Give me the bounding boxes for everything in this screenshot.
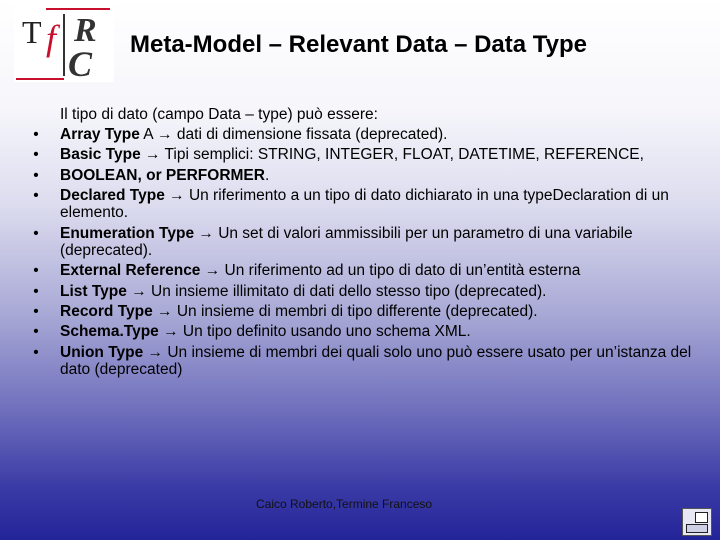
monitor-base-shape: [686, 524, 708, 533]
logo-letter-t: T: [22, 14, 42, 50]
list-item: [30, 262, 700, 280]
list-item: [30, 225, 700, 260]
list-item: [30, 146, 700, 164]
logo-letter-r: R: [74, 12, 97, 49]
item-term: Union Type: [60, 343, 144, 361]
item-text: → Un riferimento ad un tipo di dato di un’entità esterna: [200, 262, 581, 280]
logo-rule-top: [46, 8, 110, 10]
bullet-icon: •: [33, 343, 39, 361]
item-term: External Reference: [60, 262, 201, 280]
bullet-icon: •: [33, 224, 39, 242]
logo-rule-vertical: [63, 14, 65, 76]
item-term: Array Type: [60, 126, 140, 143]
item-text: → Un riferimento a un tipo di dato dichiarato in una typeDeclaration di un elemento.: [60, 186, 669, 222]
item-text: → Un set di valori ammissibili per un parametro di una variabile (deprecated).: [60, 224, 633, 260]
computer-nav-icon[interactable]: [682, 508, 712, 536]
item-text: → Un insieme di membri dei quali solo uno può essere usato per un’istanza del dato (deprecated): [60, 343, 692, 379]
bullet-icon: •: [33, 186, 39, 204]
item-term: Record Type: [60, 303, 153, 321]
list-item: [30, 344, 700, 379]
item-text: → Un tipo definito usando uno schema XML.: [158, 323, 471, 341]
item-text: A → dati di dimensione fissata (deprecated).: [139, 126, 448, 143]
bullet-icon: •: [33, 166, 39, 184]
item-text: .: [264, 166, 270, 184]
bullet-icon: •: [33, 126, 39, 143]
item-text: → Tipi semplici: STRING, INTEGER, FLOAT, DATETIME, REFERENCE,: [140, 146, 644, 164]
bullet-icon: •: [33, 146, 39, 164]
list-item: [30, 167, 700, 185]
bullet-icon: •: [33, 323, 39, 341]
monitor-screen-shape: [695, 512, 708, 523]
item-term: List Type: [60, 282, 127, 300]
item-text: → Un insieme di membri di tipo differente (deprecated).: [152, 303, 538, 321]
list-item: [30, 303, 700, 321]
bullet-icon: •: [33, 282, 39, 300]
list-item: [30, 126, 700, 144]
tfrc-logo: [14, 6, 114, 82]
list-item: [30, 323, 700, 341]
logo-letter-f: f: [46, 18, 57, 58]
bullet-icon: •: [33, 262, 39, 280]
item-term: Schema.Type: [60, 323, 159, 341]
intro-text: Il tipo di dato (campo Data – type) può essere:: [60, 106, 378, 123]
data-type-list: [30, 126, 700, 381]
list-item: [30, 283, 700, 301]
list-item: [30, 187, 700, 222]
item-term: Basic Type: [60, 146, 141, 164]
item-term: Declared Type: [60, 186, 165, 204]
logo-letter-c: C: [68, 44, 93, 84]
bullet-icon: •: [33, 303, 39, 321]
item-term: BOOLEAN, or PERFORMER: [60, 166, 265, 184]
footer-authors: Caico Roberto,Termine Franceso: [256, 497, 433, 511]
item-term: Enumeration Type: [60, 224, 195, 242]
item-text: → Un insieme illimitato di dati dello stesso tipo (deprecated).: [126, 282, 547, 300]
slide-title: Meta-Model – Relevant Data – Data Type: [130, 31, 588, 58]
logo-rule-bottom: [16, 78, 64, 80]
